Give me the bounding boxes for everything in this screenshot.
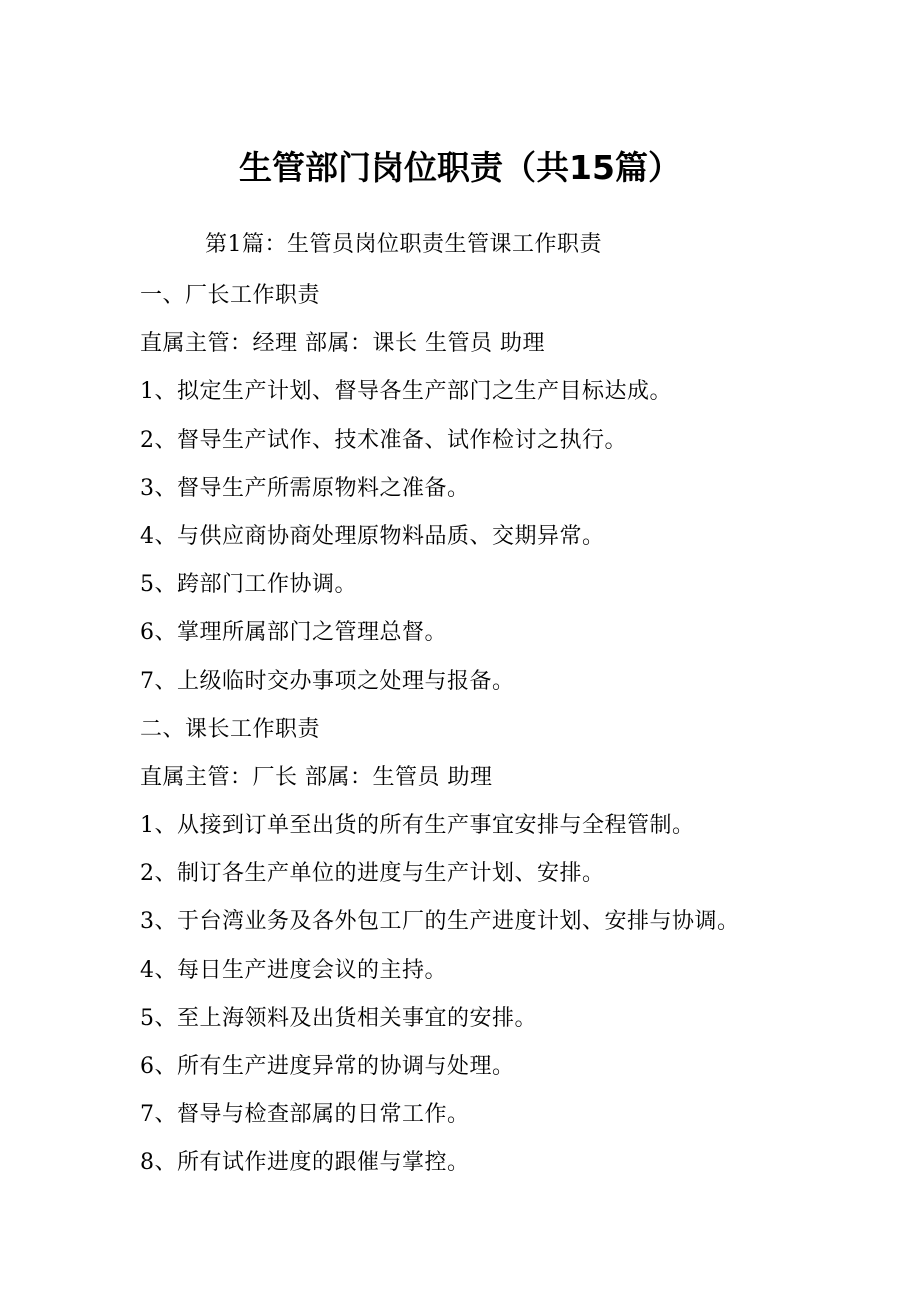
duty-item: 4、每日生产进度会议的主持。 <box>140 957 447 983</box>
section-heading: 一、厂长工作职责 <box>140 283 321 308</box>
duty-item: 3、督导生产所需原物料之准备。 <box>140 475 470 501</box>
section-heading: 二、课长工作职责 <box>140 716 321 742</box>
duty-item: 7、上级临时交办事项之处理与报备。 <box>140 668 515 694</box>
reporting-line: 直属主管：经理 部属：课长 生管员 助理 <box>140 331 545 357</box>
document-title: 生管部门岗位职责（共15篇） <box>239 148 681 187</box>
section-subtitle: 第1篇：生管员岗位职责生管课工作职责 <box>205 232 602 257</box>
reporting-line: 直属主管：厂长 部属：生管员 助理 <box>140 764 493 790</box>
duty-item: 2、制订各生产单位的进度与生产计划、安排。 <box>140 861 605 887</box>
duty-item: 3、于台湾业务及各外包工厂的生产进度计划、安排与协调。 <box>140 909 740 935</box>
duty-item: 4、与供应商协商处理原物料品质、交期异常。 <box>140 523 605 549</box>
duty-item: 7、督导与检查部属的日常工作。 <box>140 1102 470 1128</box>
duty-item: 1、从接到订单至出货的所有生产事宜安排与全程管制。 <box>140 813 695 839</box>
duty-item: 5、跨部门工作协调。 <box>140 572 357 598</box>
document-body <box>140 276 910 1192</box>
duty-item: 6、掌理所属部门之管理总督。 <box>140 620 447 646</box>
duty-item: 5、至上海领料及出货相关事宜的安排。 <box>140 1005 537 1031</box>
duty-item: 2、督导生产试作、技术准备、试作检讨之执行。 <box>140 427 627 453</box>
duty-item: 6、所有生产进度异常的协调与处理。 <box>140 1054 515 1079</box>
duty-item: 1、拟定生产计划、督导各生产部门之生产目标达成。 <box>140 379 672 405</box>
duty-item: 8、所有试作进度的跟催与掌控。 <box>140 1150 470 1176</box>
